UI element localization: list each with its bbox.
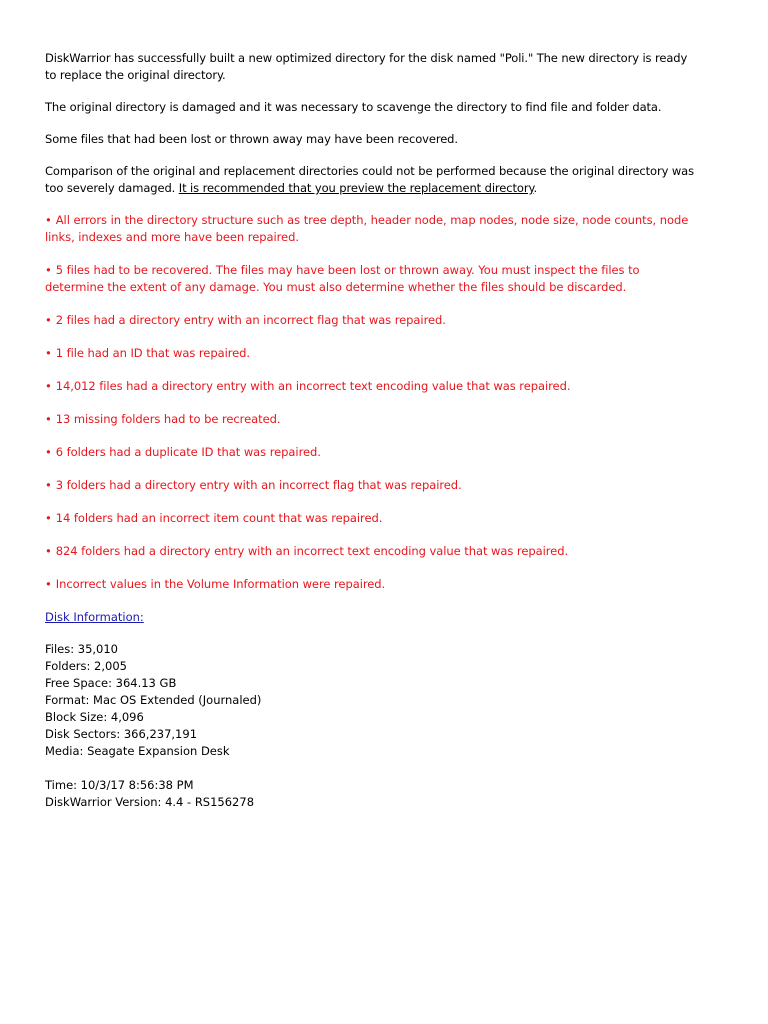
- intro-paragraph-4: [45, 163, 698, 197]
- bullet-icon: •: [45, 213, 52, 227]
- disk-sectors: Disk Sectors: 366,237,191: [45, 727, 198, 741]
- repair-item: • 5 files had to be recovered. The files may have been lost or thrown away. You must inspect the files to determine the extent of any damage. You must also determine whether the files should be discarded.: [45, 263, 640, 294]
- bullet-icon: •: [45, 544, 52, 558]
- disk-info-block: [45, 641, 698, 811]
- repair-item: • 13 missing folders had to be recreated.: [45, 412, 281, 426]
- bullet-icon: •: [45, 445, 52, 459]
- bullet-icon: •: [45, 412, 52, 426]
- comparison-period: .: [533, 181, 538, 195]
- spacer: [45, 760, 698, 777]
- media-name: Media: Seagate Expansion Desk: [45, 744, 230, 758]
- bullet-icon: •: [45, 346, 52, 360]
- repair-item: • 2 files had a directory entry with an incorrect flag that was repaired.: [45, 313, 446, 327]
- disk-format: Format: Mac OS Extended (Journaled): [45, 693, 262, 707]
- intro-paragraph-2: The original directory is damaged and it was necessary to scavenge the directory to find file and folder data.: [45, 100, 662, 114]
- comparison-text: Comparison of the original and replacement directories could not be performed because the original directory was too severely damaged.: [45, 164, 695, 195]
- repair-item: • 6 folders had a duplicate ID that was repaired.: [45, 445, 321, 459]
- intro-paragraph-3: Some files that had been lost or thrown away may have been recovered.: [45, 132, 458, 146]
- files-count: Files: 35,010: [45, 642, 119, 656]
- bullet-icon: •: [45, 478, 52, 492]
- repair-item: • 824 folders had a directory entry with an incorrect text encoding value that was repaired.: [45, 544, 569, 558]
- repair-item: • 3 folders had a directory entry with an incorrect flag that was repaired.: [45, 478, 462, 492]
- repair-item: • 1 file had an ID that was repaired.: [45, 346, 251, 360]
- bullet-icon: •: [45, 577, 52, 591]
- app-version: DiskWarrior Version: 4.4 - RS156278: [45, 795, 255, 809]
- bullet-icon: •: [45, 511, 52, 525]
- report-time: Time: 10/3/17 8:56:38 PM: [45, 778, 194, 792]
- disk-information-link[interactable]: Disk Information:: [45, 610, 144, 624]
- repair-item: • 14 folders had an incorrect item count that was repaired.: [45, 511, 383, 525]
- block-size: Block Size: 4,096: [45, 710, 144, 724]
- bullet-icon: •: [45, 379, 52, 393]
- folders-count: Folders: 2,005: [45, 659, 127, 673]
- repair-item: • All errors in the directory structure such as tree depth, header node, map nodes, node size, node counts, node links, indexes and more have been repaired.: [45, 213, 689, 244]
- bullet-icon: •: [45, 263, 52, 277]
- intro-paragraph-1: DiskWarrior has successfully built a new optimized directory for the disk named "Poli." The new directory is ready to replace the original directory.: [45, 51, 688, 82]
- free-space: Free Space: 364.13 GB: [45, 676, 177, 690]
- preview-recommendation: It is recommended that you preview the replacement directory: [178, 181, 534, 195]
- repair-list: [45, 212, 698, 593]
- repair-item: • Incorrect values in the Volume Information were repaired.: [45, 577, 386, 591]
- bullet-icon: •: [45, 313, 52, 327]
- repair-item: • 14,012 files had a directory entry with an incorrect text encoding value that was repaired.: [45, 379, 571, 393]
